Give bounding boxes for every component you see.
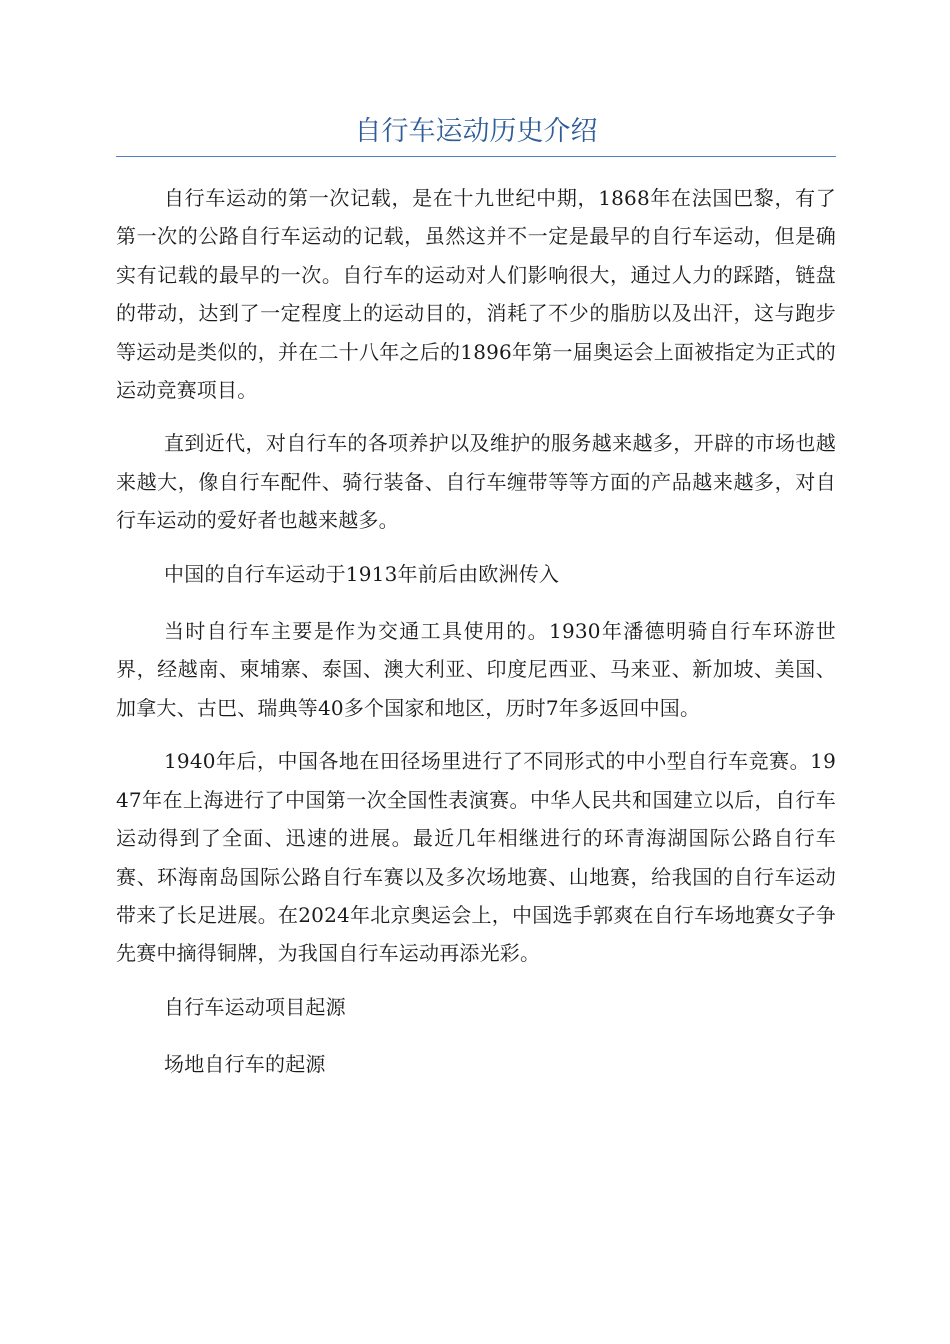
- paragraph-track-origin-heading: 场地自行车的起源: [164, 1052, 326, 1077]
- document-title: 自行车运动历史介绍: [116, 110, 836, 157]
- paragraph-event-origin-heading: 自行车运动项目起源: [164, 994, 346, 1019]
- paragraph-china-introduction: 中国的自行车运动于1913年前后由欧洲传入: [164, 561, 560, 586]
- paragraph-transport-use: 当时自行车主要是作为交通工具使用的。1930年潘德明骑自行车环游世界，经越南、柬埔寨、泰国、澳大利亚、印度尼西亚、马来亚、新加坡、美国、加拿大、古巴、瑞典等40多个国家和地区，历时7年多返回中国。: [116, 619, 836, 720]
- paragraph-modern-market: 直到近代，对自行车的各项养护以及维护的服务越来越多，开辟的市场也越来越大，像自行车配件、骑行装备、自行车缠带等等方面的产品越来越多，对自行车运动的爱好者也越来越多。: [116, 431, 836, 533]
- document-page: [116, 110, 836, 1103]
- paragraph-china-development: 1940年后，中国各地在田径场里进行了不同形式的中小型自行车竞赛。1947年在上海进行了中国第一次全国性表演赛。中华人民共和国建立以后，自行车运动得到了全面、迅速的进展。最近几年相继进行的环青海湖国际公路自行车赛、环海南岛国际公路自行车赛以及多次场地赛、山地赛，给我国的自行车运动带来了长足进展。在2024年北京奥运会上，中国选手郭爽在自行车场地赛女子争先赛中摘得铜牌，为我国自行车运动再添光彩。: [116, 749, 836, 966]
- paragraph-first-record: 自行车运动的第一次记载，是在十九世纪中期，1868年在法国巴黎，有了第一次的公路自行车运动的记载，虽然这并不一定是最早的自行车运动，但是确实有记载的最早的一次。自行车的运动对人们影响很大，通过人力的踩踏，链盘的带动，达到了一定程度上的运动目的，消耗了不少的脂肪以及出汗，这与跑步等运动是类似的，并在二十八年之后的1896年第一届奥运会上面被指定为正式的运动竞赛项目。: [116, 186, 836, 403]
- document-body: [116, 179, 836, 1084]
